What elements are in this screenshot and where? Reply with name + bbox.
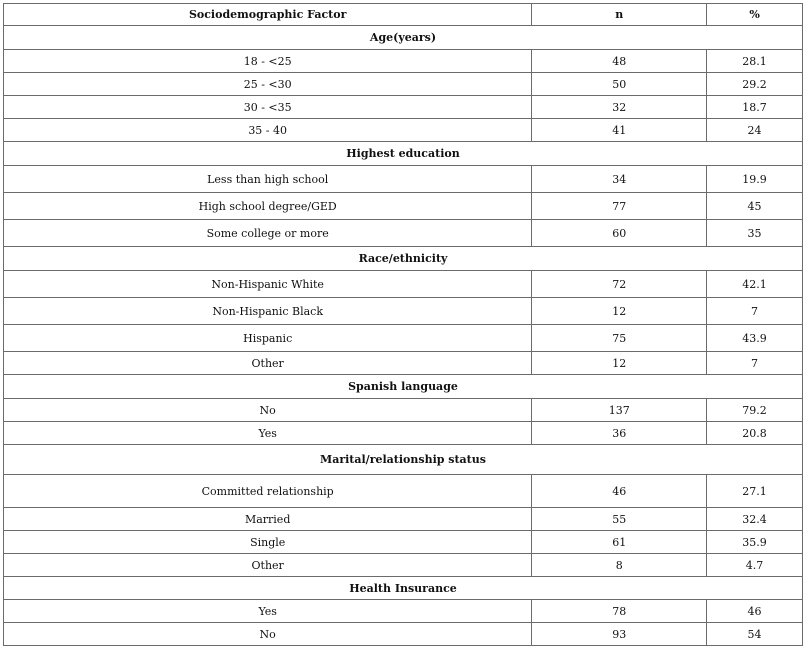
table-row <box>4 508 803 531</box>
row-label: Married <box>4 508 532 531</box>
row-n: 41 <box>532 119 707 142</box>
row-label: High school degree/GED <box>4 193 532 220</box>
row-n: 46 <box>532 475 707 508</box>
row-label: Non-Hispanic Black <box>4 298 532 325</box>
row-label: No <box>4 623 532 646</box>
row-percent: 7 <box>707 352 803 375</box>
row-percent: 20.8 <box>707 422 803 445</box>
table-row <box>4 475 803 508</box>
row-n: 137 <box>532 399 707 422</box>
row-label: Hispanic <box>4 325 532 352</box>
row-label: 35 - 40 <box>4 119 532 142</box>
row-label: Less than high school <box>4 166 532 193</box>
section-row <box>4 26 803 50</box>
section-title-race: Race/ethnicity <box>4 247 803 271</box>
table-row <box>4 531 803 554</box>
section-row <box>4 247 803 271</box>
row-n: 50 <box>532 73 707 96</box>
table-header-row <box>4 4 803 26</box>
table-row <box>4 193 803 220</box>
table-row <box>4 600 803 623</box>
row-n: 55 <box>532 508 707 531</box>
row-percent: 32.4 <box>707 508 803 531</box>
row-n: 75 <box>532 325 707 352</box>
row-n: 60 <box>532 220 707 247</box>
row-percent: 7 <box>707 298 803 325</box>
header-percent: % <box>707 4 803 26</box>
section-title-spanish: Spanish language <box>4 375 803 399</box>
row-n: 32 <box>532 96 707 119</box>
row-label: Some college or more <box>4 220 532 247</box>
row-label: Committed relationship <box>4 475 532 508</box>
table-row <box>4 623 803 646</box>
row-label: Other <box>4 352 532 375</box>
section-row <box>4 142 803 166</box>
row-percent: 42.1 <box>707 271 803 298</box>
row-label: Single <box>4 531 532 554</box>
row-n: 61 <box>532 531 707 554</box>
row-percent: 35 <box>707 220 803 247</box>
row-percent: 4.7 <box>707 554 803 577</box>
section-row <box>4 375 803 399</box>
row-label: 18 - <25 <box>4 50 532 73</box>
table-row <box>4 298 803 325</box>
header-factor: Sociodemographic Factor <box>4 4 532 26</box>
row-percent: 24 <box>707 119 803 142</box>
sociodemographic-table <box>3 3 803 646</box>
row-n: 48 <box>532 50 707 73</box>
row-n: 34 <box>532 166 707 193</box>
row-percent: 45 <box>707 193 803 220</box>
row-percent: 29.2 <box>707 73 803 96</box>
section-row <box>4 577 803 600</box>
table-row <box>4 352 803 375</box>
row-percent: 43.9 <box>707 325 803 352</box>
row-n: 77 <box>532 193 707 220</box>
row-n: 12 <box>532 352 707 375</box>
table-row <box>4 325 803 352</box>
table-row <box>4 96 803 119</box>
row-percent: 27.1 <box>707 475 803 508</box>
row-label: Other <box>4 554 532 577</box>
row-label: Yes <box>4 600 532 623</box>
table-row <box>4 554 803 577</box>
row-n: 12 <box>532 298 707 325</box>
table-row <box>4 50 803 73</box>
row-label: No <box>4 399 532 422</box>
row-percent: 54 <box>707 623 803 646</box>
row-percent: 18.7 <box>707 96 803 119</box>
section-title-insurance: Health Insurance <box>4 577 803 600</box>
table-row <box>4 119 803 142</box>
table-row <box>4 271 803 298</box>
section-row <box>4 445 803 475</box>
row-n: 72 <box>532 271 707 298</box>
section-title-education: Highest education <box>4 142 803 166</box>
row-label: 25 - <30 <box>4 73 532 96</box>
row-percent: 19.9 <box>707 166 803 193</box>
table-row <box>4 220 803 247</box>
row-n: 78 <box>532 600 707 623</box>
table-row <box>4 73 803 96</box>
section-title-age: Age(years) <box>4 26 803 50</box>
section-title-marital: Marital/relationship status <box>4 445 803 475</box>
row-label: 30 - <35 <box>4 96 532 119</box>
row-percent: 35.9 <box>707 531 803 554</box>
table-row <box>4 399 803 422</box>
table-row <box>4 422 803 445</box>
table-row <box>4 166 803 193</box>
row-n: 36 <box>532 422 707 445</box>
row-label: Yes <box>4 422 532 445</box>
row-n: 93 <box>532 623 707 646</box>
row-label: Non-Hispanic White <box>4 271 532 298</box>
row-percent: 46 <box>707 600 803 623</box>
row-percent: 79.2 <box>707 399 803 422</box>
header-n: n <box>532 4 707 26</box>
row-n: 8 <box>532 554 707 577</box>
row-percent: 28.1 <box>707 50 803 73</box>
